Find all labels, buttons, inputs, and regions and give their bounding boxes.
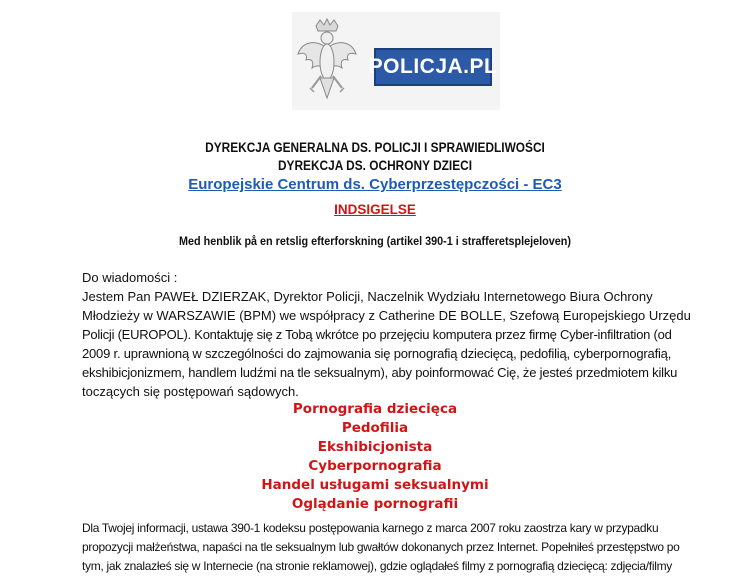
subtitle: Med henblik på en retslig efterforskning (artikel 390-1 i strafferetsplejeloven): [179, 234, 571, 248]
text-line: propozycji małżeństwa, napaści na tle seksualnym lub gwałtów dokonanych przez Internet. Popełniłeś przestępstwo po: [82, 540, 680, 554]
letter-paragraph: [82, 268, 702, 401]
offense-item: Ekshibicjonista: [317, 439, 433, 455]
text-line: Do wiadomości :: [82, 270, 178, 285]
header-line-2: DYREKCJA DS. OCHRONY DZIECI: [277, 158, 473, 173]
text-line: toczących się postępowań sądowych.: [82, 384, 299, 399]
offense-item: Oglądanie pornografii: [291, 496, 459, 512]
text-line: Dla Twojej informacji, ustawa 390-1 kodeksu postępowania karnego z marca 2007 roku zaostrza kary w przypadku: [82, 521, 659, 535]
offense-item: Handel usługami seksualnymi: [261, 477, 489, 493]
text-line: tym, jak znalazłeś się w Internecie (na stronie reklamowej), gdzie oglądałeś filmy z pornografią dziecięcą: zdjęcia/filmy: [82, 559, 672, 573]
text-line: 2009 r. uprawnioną w szczególności do zajmowania się pornografią dziecięcą, pedofilią, cyberpornografią,: [82, 346, 672, 361]
offense-item: Pornografia dziecięca: [292, 401, 458, 417]
offense-item: Cyberpornografia: [308, 458, 442, 474]
text-line: Młodzieży w WARSZAWIE (BPM) we współpracy z Catherine DE BOLLE, Szefową Europejskiego Urzędu: [82, 308, 691, 323]
policja-badge: [368, 48, 498, 86]
header-line-1: DYREKCJA GENERALNA DS. POLICJI I SPRAWIEDLIWOŚCI: [205, 140, 545, 155]
offense-item: Pedofilia: [341, 420, 409, 436]
text-line: Jestem Pan PAWEŁ DZIERZAK, Dyrektor Policji, Naczelnik Wydziału Internetowego Biura Ochrony: [82, 289, 653, 304]
notice-row: [0, 202, 750, 217]
notice-title: INDSIGELSE: [334, 202, 416, 217]
text-line: ekshibicjonizmem, handlem ludźmi na tle seksualnym), aby poinformować Cię, że jesteś przedmiotem kilku: [82, 365, 678, 380]
logo-banner: [292, 12, 500, 110]
info-paragraph: [82, 519, 702, 576]
white-eagle-emblem: [296, 18, 358, 108]
ec3-link-row: [0, 176, 750, 193]
text-line: Policji (EUROPOL). Kontaktuję się z Tobą wkrótce po przejęciu komputera przez firmę Cyber-infiltration (od: [82, 327, 672, 342]
badge-text: POLICJA.PL: [368, 55, 498, 78]
offense-list: [0, 400, 750, 514]
ec3-link[interactable]: Europejskie Centrum ds. Cyberprzestępczości - EC3: [188, 176, 562, 193]
